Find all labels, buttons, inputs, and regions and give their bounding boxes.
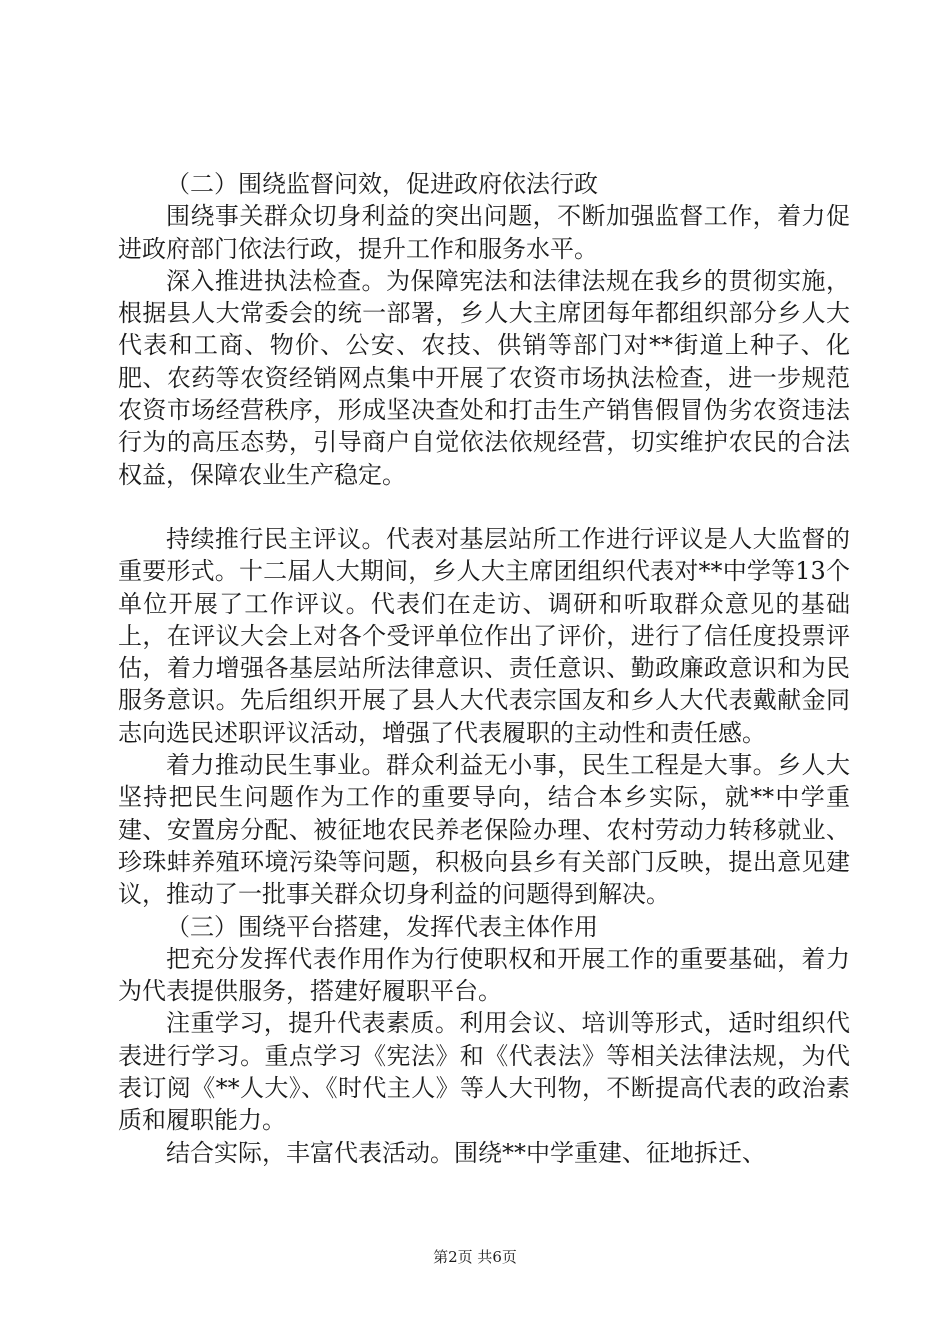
- section-heading-3: （三）围绕平台搭建，发挥代表主体作用: [166, 912, 598, 941]
- paragraph-spacer: [118, 491, 850, 523]
- document-body: [118, 168, 850, 1169]
- paragraph-livelihood-affairs: 着力推动民生事业。群众利益无小事，民生工程是大事。乡人大坚持把民生问题作为工作的重要导向，结合本乡实际，就**中学重建、安置房分配、被征地农民养老保险办理、农村劳动力转移就业、珍珠蚌养殖环境污染等问题，积极向县乡有关部门反映，提出意见建议，推动了一批事关群众切身利益的问题得到解决。: [118, 751, 850, 909]
- paragraph-deputy-study: 注重学习，提升代表素质。利用会议、培训等形式，适时组织代表进行学习。重点学习《宪法》和《代表法》等相关法律法规，为代表订阅《**人大》、《时代主人》等人大刊物，不断提高代表的政治素质和履职能力。: [118, 1009, 850, 1135]
- section-heading-2: （二）围绕监督问效，促进政府依法行政: [166, 170, 598, 198]
- page-number-footer: 第2页 共6页: [433, 1248, 517, 1266]
- paragraph-democratic-appraisal: 持续推行民主评议。代表对基层站所工作进行评议是人大监督的重要形式。十二届人大期间，乡人大主席团组织代表对**中学等13个单位开展了工作评议。代表们在走访、调研和听取群众意见的基础上，在评议大会上对各个受评单位作出了评价，进行了信任度投票评估，着力增强各基层站所法律意识、责任意识、勤政廉政意识和为民服务意识。先后组织开展了县人大代表宗国友和乡人大代表戴献金同志向选民述职评议活动，增强了代表履职的主动性和责任感。: [118, 524, 850, 747]
- paragraph-supervision-intro: 围绕事关群众切身利益的突出问题，不断加强监督工作，着力促进政府部门依法行政，提升工作和服务水平。: [118, 202, 850, 263]
- paragraph-deputy-activities: 结合实际，丰富代表活动。围绕**中学重建、征地拆迁、: [166, 1138, 766, 1167]
- paragraph-platform-intro: 把充分发挥代表作用作为行使职权和开展工作的重要基础，着力为代表提供服务，搭建好履职平台。: [118, 944, 850, 1006]
- paragraph-law-enforcement-inspection: 深入推进执法检查。为保障宪法和法律法规在我乡的贯彻实施，根据县人大常委会的统一部署，乡人大主席团每年都组织部分乡人大代表和工商、物价、公安、农技、供销等部门对**街道上种子、化肥、农药等农资经销网点集中开展了农资市场执法检查，进一步规范农资市场经营秩序，形成坚决查处和打击生产销售假冒伪劣农资违法行为的高压态势，引导商户自觉依法依规经营，切实维护农民的合法权益，保障农业生产稳定。: [118, 266, 850, 489]
